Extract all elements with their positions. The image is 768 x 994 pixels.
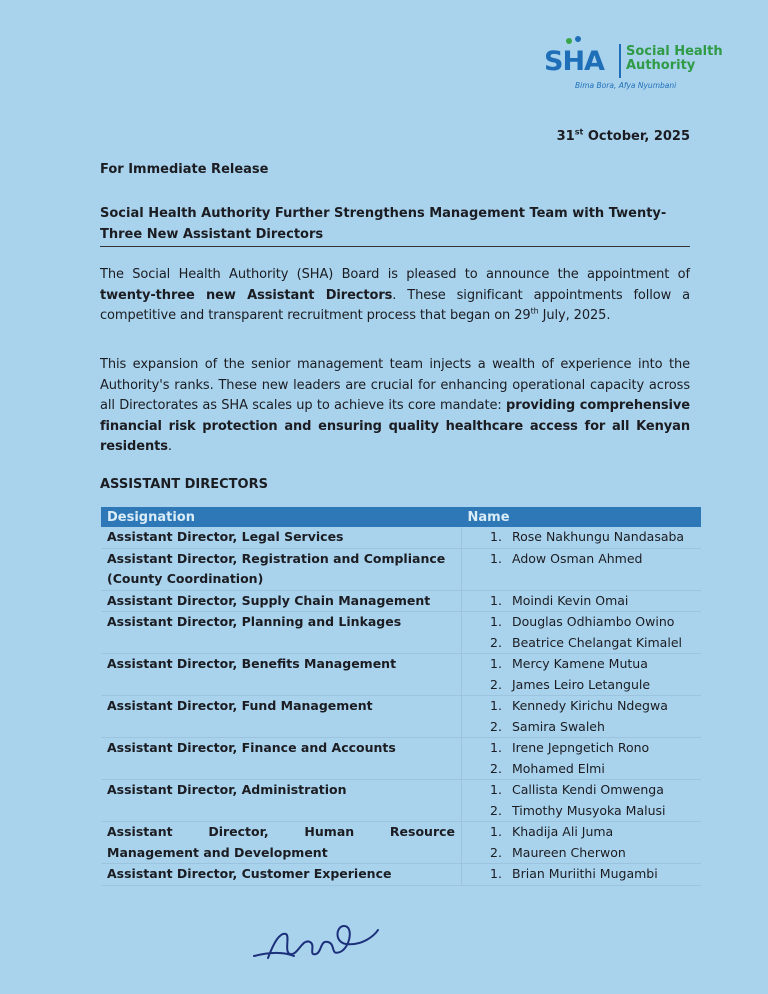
name-text: Beatrice Chelangat Kimalel (512, 634, 682, 650)
headline-divider (100, 246, 690, 247)
table-header-row (101, 507, 701, 527)
name-text: Samira Swaleh (512, 718, 605, 734)
table-row (101, 738, 701, 780)
name-number: 2. (490, 676, 502, 692)
name-text: Douglas Odhiambo Owino (512, 614, 675, 629)
logo-name-line1: Social Health (626, 44, 723, 59)
signature (250, 912, 390, 972)
name-text: Mohamed Elmi (512, 760, 605, 776)
names-cell (462, 738, 702, 780)
name-item (490, 801, 695, 822)
name-item (490, 822, 695, 843)
name-text: Mercy Kamene Mutua (512, 656, 648, 671)
designation-cell: Assistant Director, Customer Experience (101, 864, 462, 886)
names-cell (462, 590, 702, 612)
name-text: Adow Osman Ahmed (512, 550, 643, 566)
name-item (490, 549, 695, 570)
section-title: ASSISTANT DIRECTORS (100, 477, 268, 492)
designation-cell: Assistant Director, Supply Chain Management (101, 590, 462, 612)
name-item (490, 675, 695, 696)
release-label: For Immediate Release (100, 162, 269, 177)
logo-divider (619, 44, 621, 78)
name-text: James Leiro Letangule (512, 676, 651, 692)
name-item (490, 738, 695, 759)
name-text: Rose Nakhungu Nandasaba (512, 529, 685, 544)
designation-cell: Assistant Director, Benefits Management (101, 654, 462, 696)
p1-bold: twenty-three new Assistant Directors (100, 287, 393, 303)
names-cell (462, 654, 702, 696)
designation-cell: Assistant Director, Legal Services (101, 527, 462, 548)
p1-sup: th (530, 306, 539, 316)
logo-name (626, 45, 723, 73)
release-date (540, 129, 690, 144)
designation-cell: Assistant Director, Finance and Accounts (101, 738, 462, 780)
p2-bold: providing comprehensive financial risk protection and ensuring quality healthcare access for all Kenyan residents (100, 398, 691, 454)
name-item (490, 633, 695, 654)
names-cell (462, 527, 702, 548)
name-text: Brian Muriithi Mugambi (512, 866, 658, 881)
name-text: Khadija Ali Juma (512, 824, 614, 839)
paragraph-1 (100, 265, 690, 327)
names-cell (462, 612, 702, 654)
names-cell (462, 696, 702, 738)
name-text: Kennedy Kirichu Ndegwa (512, 698, 668, 713)
name-number: 1. (490, 740, 502, 755)
designation-cell: Assistant Director, Administration (101, 780, 462, 822)
name-number: 1. (490, 656, 502, 671)
names-cell (462, 864, 702, 886)
name-number: 2. (490, 844, 502, 860)
table-row (101, 696, 701, 738)
name-number: 2. (490, 634, 502, 650)
name-number: 1. (490, 866, 502, 881)
name-item (490, 864, 695, 885)
name-number: 1. (490, 698, 502, 713)
table-row (101, 780, 701, 822)
date-day: 31 (556, 129, 575, 144)
name-text: Irene Jepngetich Rono (512, 740, 650, 755)
names-cell (462, 780, 702, 822)
p1-text-e: July, 2025. (538, 308, 611, 323)
paragraph-2 (100, 355, 690, 458)
name-item (490, 527, 695, 548)
p1-text-c: . These significant appointments follow a competitive and transparent recruitment process that began on 29 (100, 287, 690, 323)
names-cell (462, 822, 702, 864)
name-item (490, 654, 695, 675)
name-item (490, 780, 695, 801)
name-text: Moindi Kevin Omai (512, 592, 629, 608)
name-item (490, 717, 695, 738)
table-row (101, 822, 701, 864)
name-item (490, 759, 695, 780)
designation-cell: Assistant Director, Registration and Compliance (County Coordination) (101, 548, 462, 590)
date-rest: October, 2025 (583, 129, 690, 144)
name-text: Timothy Musyoka Malusi (512, 802, 666, 818)
header-name: Name (462, 507, 702, 527)
assistant-directors-table (101, 507, 701, 886)
name-number: 1. (490, 529, 502, 544)
designation-cell: Assistant Director, Fund Management (101, 696, 462, 738)
name-number: 2. (490, 802, 502, 818)
name-number: 1. (490, 614, 502, 629)
p1-text-a: The Social Health Authority (SHA) Board is pleased to announce the appointment of (100, 267, 690, 282)
name-number: 1. (490, 824, 502, 839)
logo-name-line2: Authority (626, 58, 696, 73)
name-number: 1. (490, 782, 502, 797)
designation-cell: Assistant Director, Planning and Linkages (101, 612, 462, 654)
table-row (101, 612, 701, 654)
name-number: 2. (490, 760, 502, 776)
names-cell (462, 548, 702, 590)
name-item (490, 591, 695, 612)
table-row (101, 864, 701, 886)
table-row (101, 527, 701, 548)
sha-logo (542, 38, 732, 98)
header-designation: Designation (101, 507, 462, 527)
table-row (101, 654, 701, 696)
name-number: 1. (490, 592, 502, 608)
headline: Social Health Authority Further Strengthens Management Team with Twenty-Three New Assistant Directors (100, 206, 667, 242)
name-number: 2. (490, 718, 502, 734)
p2-text-a: This expansion of the senior management team injects a wealth of experience into the Authority's ranks. These new leaders are crucial for enhancing operational capacity across all Directorates as SHA scales up to achieve its core mandate: (100, 357, 690, 413)
logo-mark: SHA (544, 46, 604, 77)
date-suffix: st (574, 127, 584, 137)
p2-text-c: . (167, 439, 172, 454)
table-row (101, 590, 701, 612)
name-text: Callista Kendi Omwenga (512, 782, 664, 797)
logo-dots-icon (566, 36, 586, 46)
name-text: Maureen Cherwon (512, 844, 626, 860)
name-item (490, 696, 695, 717)
table-row (101, 548, 701, 590)
logo-tagline: Bima Bora, Afya Nyumbani (575, 81, 677, 90)
name-item (490, 843, 695, 864)
name-item (490, 612, 695, 633)
designation-cell: Assistant Director, Human Resource Management and Development (101, 822, 462, 864)
name-number: 1. (490, 550, 502, 566)
